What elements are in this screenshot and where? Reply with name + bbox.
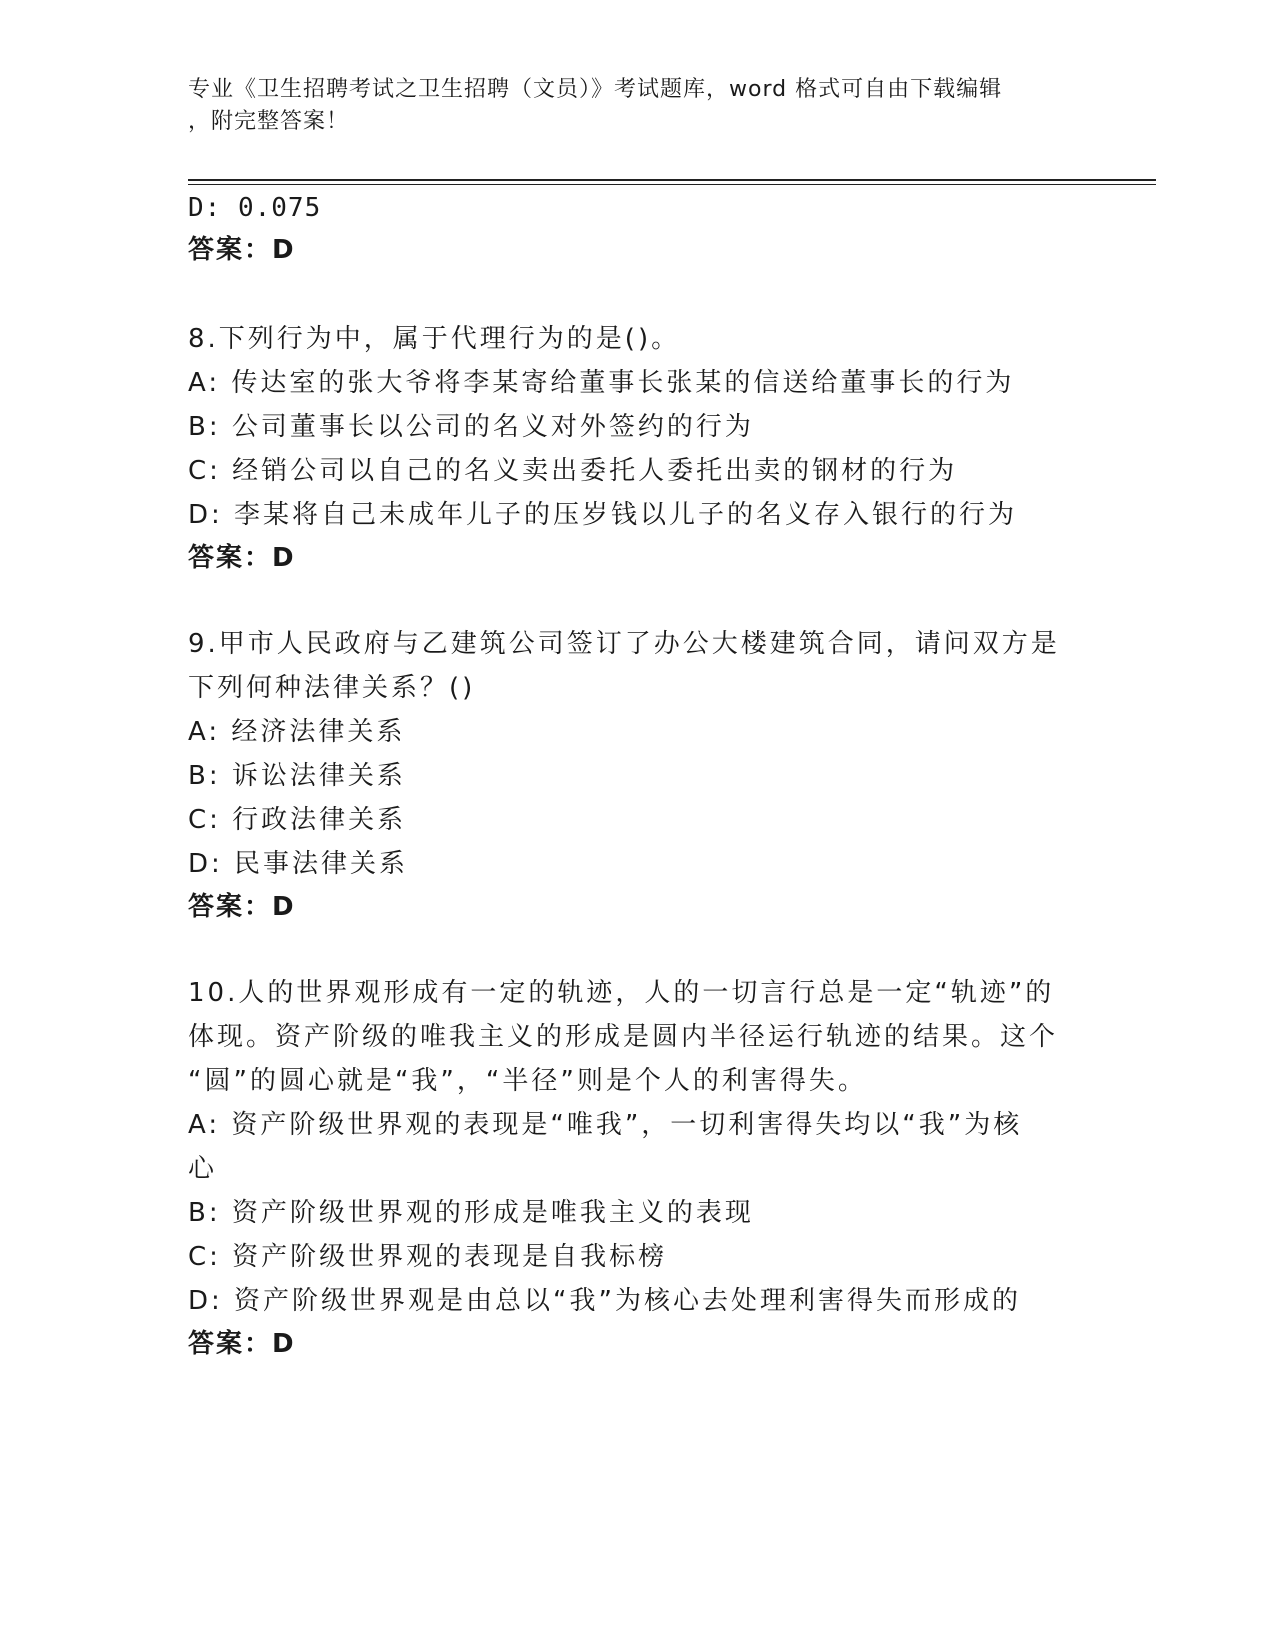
q8-option-c: C: 经销公司以自己的名义卖出委托人委托出卖的钢材的行为: [188, 456, 958, 486]
header-line-2: ，附完整答案！: [188, 109, 350, 134]
q7-option-d: D: 0.075: [188, 193, 322, 223]
q9-option-c: C: 行政法律关系: [188, 805, 407, 835]
header-divider-thick: [188, 179, 1156, 181]
q8-option-a: A: 传达室的张大爷将李某寄给董事长张某的信送给董事长的行为: [188, 368, 1015, 398]
q8-stem: 8.下列行为中，属于代理行为的是()。: [188, 324, 681, 354]
q10-option-d: D: 资产阶级世界观是由总以“我”为核心去处理利害得失而形成的: [188, 1286, 1021, 1316]
q10-option-c: C: 资产阶级世界观的表现是自我标榜: [188, 1242, 668, 1272]
q9-answer: 答案：D: [188, 892, 296, 922]
q10-stem-line-3: “圆”的圆心就是“我”，“半径”则是个人的利害得失。: [188, 1066, 867, 1096]
q10-stem-line-1: 10.人的世界观形成有一定的轨迹，人的一切言行总是一定“轨迹”的: [188, 978, 1055, 1008]
q8-answer: 答案：D: [188, 543, 296, 573]
q10-stem-line-2: 体现。资产阶级的唯我主义的形成是圆内半径运行轨迹的结果。这个: [188, 1022, 1059, 1052]
q9-option-a: A: 经济法律关系: [188, 717, 406, 747]
q9-stem-line-2: 下列何种法律关系？(): [188, 673, 476, 703]
q10-option-a-line-1: A: 资产阶级世界观的表现是“唯我”，一切利害得失均以“我”为核: [188, 1110, 1023, 1140]
q9-stem-line-1: 9.甲市人民政府与乙建筑公司签订了办公大楼建筑合同，请问双方是: [188, 629, 1060, 659]
q9-option-b: B: 诉讼法律关系: [188, 761, 406, 791]
q10-answer: 答案：D: [188, 1329, 296, 1359]
header-divider-thin: [188, 184, 1156, 185]
q8-option-d: D: 李某将自己未成年儿子的压岁钱以儿子的名义存入银行的行为: [188, 500, 1018, 530]
q10-option-a-line-2: 心: [188, 1154, 218, 1184]
q8-option-b: B: 公司董事长以公司的名义对外签约的行为: [188, 412, 754, 442]
document-header: [188, 74, 1068, 138]
q9-option-d: D: 民事法律关系: [188, 849, 409, 879]
q10-option-b: B: 资产阶级世界观的形成是唯我主义的表现: [188, 1198, 754, 1228]
q7-answer: 答案：D: [188, 235, 296, 265]
header-line-1: 专业《卫生招聘考试之卫生招聘（文员）》考试题库，word 格式可自由下载编辑: [188, 77, 1003, 102]
